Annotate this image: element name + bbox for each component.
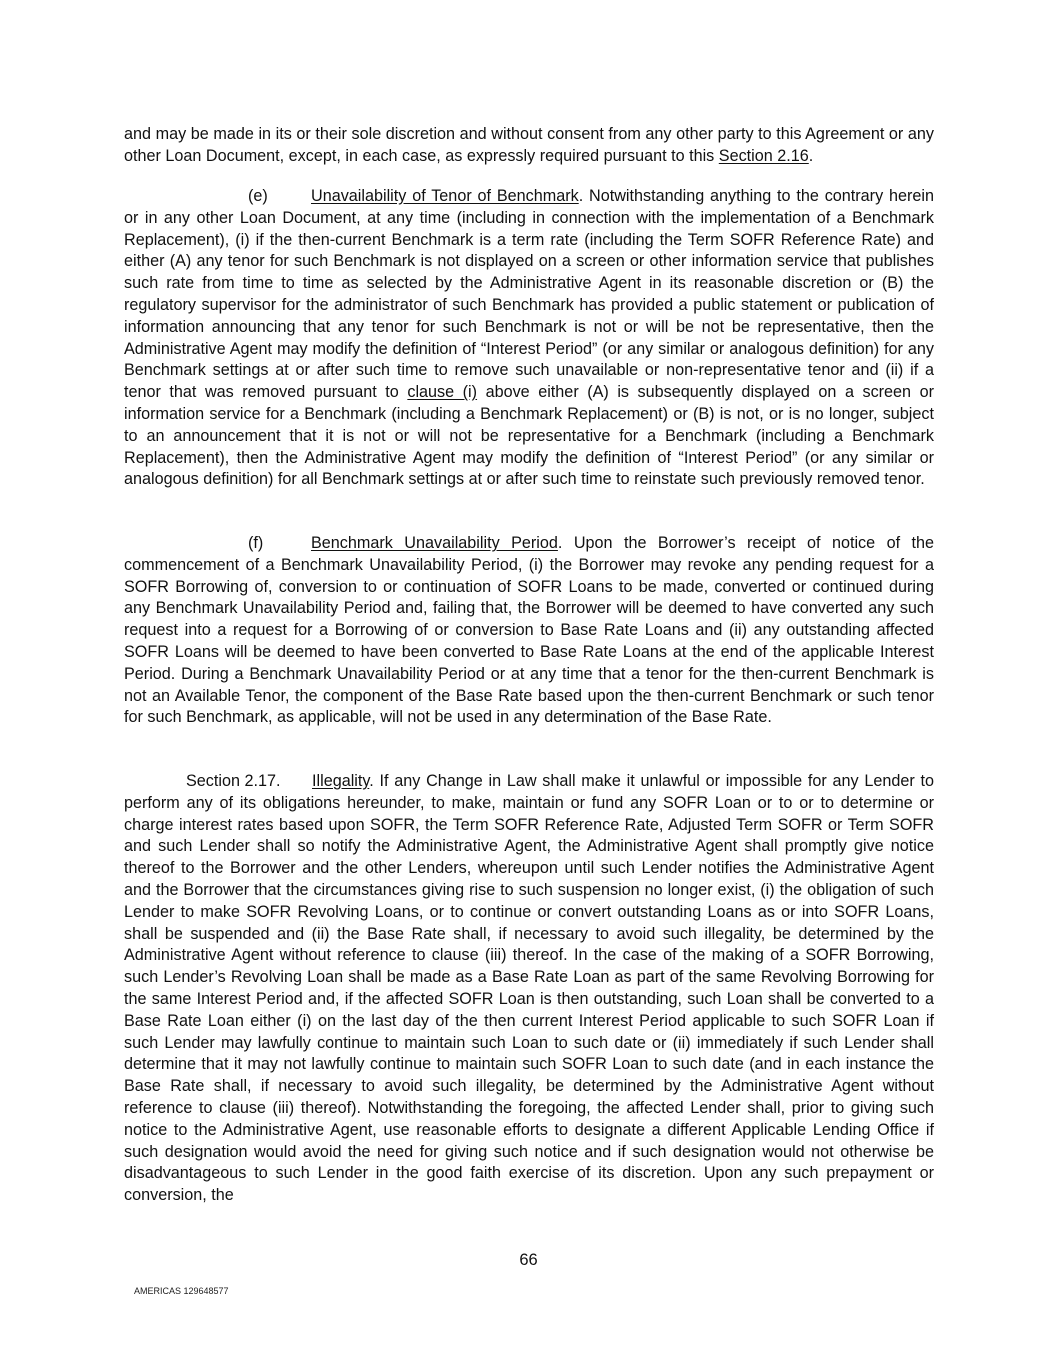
section-2-17-heading: Illegality — [312, 772, 370, 790]
clause-i-reference: clause (i) — [407, 383, 478, 402]
section-2-17-label: Section 2.17. — [186, 772, 281, 790]
paragraph-e-label: (e) — [248, 187, 268, 205]
paragraph-e-text-1: . Notwithstanding anything to the contrary herein or in any other Loan Document, at any time (including in connection with the implementation of a Benchmark Replacement), (i) if the then-current Benchmark is a term rate (including the Term SOFR Reference Rate) and either (A) any tenor for such Benchmark is not displayed on a screen or other information service that publishes such rate from time to time as selected by the Administrative Agent in its reasonable discretion or (B) the regulatory supervisor for the administrator of such Benchmark has provided a public statement or publication of information announcing that any tenor for such Benchmark is not or will be not be representative, then the Administrative Agent may modify the definition of “Interest Period” (or any similar or analogous definition) for any Benchmark settings at or after such time to remove such unavailable or non-representative tenor and (ii) if a tenor that was removed pursuant to — [124, 187, 934, 402]
paragraph-f-text: . Upon the Borrower’s receipt of notice of the commencement of a Benchmark Unavailability Period, (i) the Borrower may revoke any pending request for a SOFR Borrowing of, conversion to or continuation of SOFR Loans to be made, converted or continued during any Benchmark Unavailability Period and, failing that, the Borrower will be deemed to have converted any such request into a request for a Borrowing of or conversion to Base Rate Loans and (ii) any outstanding affected SOFR Loans will be deemed to have been converted to Base Rate Loans at the end of the applicable Interest Period. During a Benchmark Unavailability Period or at any time that a tenor for the then-current Benchmark is not an Available Tenor, the component of the Base Rate based upon the then-current Benchmark or such tenor for such Benchmark, as applicable, will not be used in any determination of the Base Rate. — [124, 534, 934, 727]
carryover-end: . — [808, 146, 814, 165]
document-id: AMERICAS 129648577 — [134, 1286, 229, 1296]
carryover-text: and may be made in its or their sole discretion and without consent from any other party to this Agreement or any other Loan Document, except, in each case, as expressly required pursuant to this — [124, 125, 934, 165]
paragraph-f — [124, 533, 934, 729]
page-number: 66 — [519, 1251, 538, 1269]
carryover-paragraph — [124, 124, 934, 168]
section-2-16-reference: Section 2.16 — [718, 146, 809, 165]
section-2-17-paragraph — [124, 771, 934, 1207]
section-2-17-text: . If any Change in Law shall make it unlawful or impossible for any Lender to perform any of its obligations hereunder, to make, maintain or fund any SOFR Loan or to or to determine or charge interest rates based upon SOFR, the Term SOFR Reference Rate, Adjusted Term SOFR or Term SOFR and such Lender shall so notify the Administrative Agent, the Administrative Agent shall promptly give notice thereof to the Borrower and the other Lenders, whereupon until such Lender notifies the Administrative Agent and the Borrower that the circumstances giving rise to such suspension no longer exist, (i) the obligation of such Lender to make SOFR Revolving Loans, or to continue or convert outstanding Loans as or into SOFR Loans, shall be suspended and (ii) the Base Rate shall, if necessary to avoid such illegality, be determined by the Administrative Agent without reference to clause (iii) thereof. In the case of the making of a SOFR Borrowing, such Lender’s Revolving Loan shall be made as a Base Rate Loan as part of the same Revolving Borrowing for the same Interest Period and, if the affected SOFR Loan is then outstanding, such Loan shall be converted to a Base Rate Loan either (i) on the last day of the then current Interest Period applicable to such SOFR Loan if such Lender may lawfully continue to maintain such Loan to such date or (ii) immediately if such Lender shall determine that it may not lawfully continue to maintain such SOFR Loan to such date (and in each instance the Base Rate shall, if necessary to avoid such illegality, be determined by the Administrative Agent without reference to clause (iii) thereof). Notwithstanding the foregoing, the affected Lender shall, prior to giving such notice to the Administrative Agent, use reasonable efforts to designate a different Applicable Lending Office if such designation would avoid the need for giving such notice and if such designation would not otherwise be disadvantageous to such Lender in the good faith exercise of its discretion. Upon any such prepayment or conversion, the — [124, 772, 934, 1205]
paragraph-f-heading: Benchmark Unavailability Period — [311, 534, 558, 552]
paragraph-e-text-2: above either (A) is subsequently displayed on a screen or information service for a Benchmark (including a Benchmark Replacement) or (B) is not, or is no longer, subject to an announcement that it is not or will not be representative for a Benchmark (including a Benchmark Replacement), then the Administrative Agent may modify the definition of “Interest Period” (or any similar or analogous definition) for all Benchmark settings at or after such time to reinstate such previously removed tenor. — [124, 383, 934, 489]
paragraph-f-label: (f) — [248, 534, 264, 552]
paragraph-e — [124, 186, 934, 491]
paragraph-e-heading: Unavailability of Tenor of Benchmark — [311, 187, 579, 205]
